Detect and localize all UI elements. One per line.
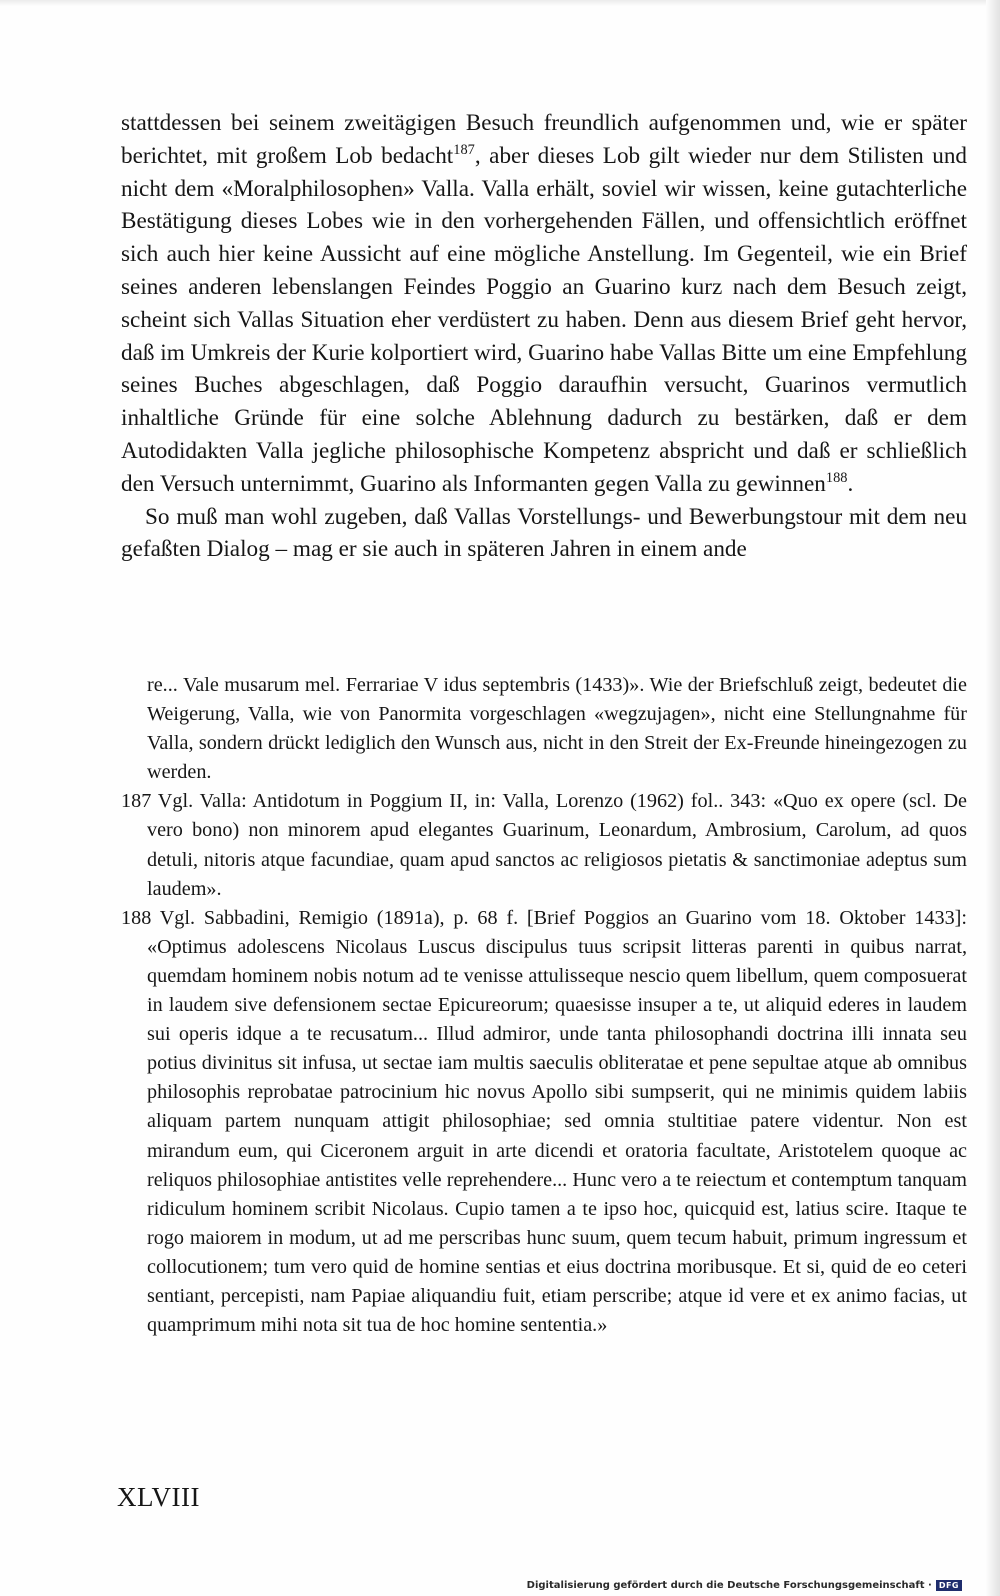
page-edge-top (0, 0, 1000, 6)
footnote-ref-188[interactable]: 188 (825, 469, 848, 486)
body-text-segment: , aber dieses Lob gilt wieder nur dem Stilisten und nicht dem «Moralphilosophen» Valla. Valla erhält, soviel wir wissen, keine gutachterliche Bestätigung dieses Lobes wie in den vorhergehenden Fällen, und offensichtlich eröffnet sich auch hier keine Aussicht auf eine mögliche Anstellung. Im Gegenteil, wie ein Brief seines anderen lebenslangen Feindes Poggio an Guarino kurz nach dem Besuch zeigt, scheint sich Vallas Situation eher verdüstert zu haben. Denn aus diesem Brief geht hervor, daß im Umkreis der Kurie kolportiert wird, Guarino habe Vallas Bitte um eine Empfehlung seines Buches abgeschlagen, daß Poggio daraufhin versucht, Guarinos vermutlich inhaltliche Gründe für eine solche Ablehnung dadurch zu bestärken, daß er dem Autodidakten Valla jegliche philosophische Kompetenz abspricht und daß er schließlich den Versuch unternimmt, Guarino als Informanten gegen Valla zu gewinnen (121, 142, 968, 497)
footnote-188: 188 Vgl. Sabbadini, Remigio (1891a), p. 68 f. [Brief Poggios an Guarino vom 18. Oktober 1433]: «Optimus adolescens Nicolaus Luscus discipulus tuus scripsit litteras parenti in quibus narrat, quemdam hominem nobis notum ad te venisse attulisseque nescio quem libellum, quem composuerat in laudem sive defensionem sectae Epicureorum; quaesisse insuper a te, ut aliquid ederes in laudem sui operis idque a te recusatum... Illud admiror, unde tanta philosophandi doctrina illi innata seu potius divinitus sit infusa, ut sectae iam multis saeculis obliteratae et pene sepultae atque ab omnibus philosophis reprobatae patrocinium hic novus Apollo sibi sumpserit, qui ne minimis quidem labiis aliquam partem nunquam attigit philosophiae; sed omnia stultitiae patere videntur. Non est mirandum eum, qui Ciceronem arguit in arte dicendi et oratoria facultate, Aristotelem quoque ac reliquos philosophiae antistites velle reprehendere... Hunc vero a te reiectum et contemptum tanquam ridiculum hominem scribit Nicolaus. Cupio tamen a te ipso hoc, quicquid est, latius scire. Itaque te rogo maiorem in modum, ut ad me perscribas hunc suum, quem tecum habuit, primum ingressum et collocutionem; tum vero quid de homine sentias et eius doctrina moribusque. Et si, quid de eo ceteri sentiant, percepisti, nam Papiae aliquandiu fuit, etiam perscribe; atque id vere et ex animo facias, ut quamprimum mihi nota sit tua de hoc homine sententia.» (121, 906, 967, 1337)
page-number: XLVIII (117, 1482, 200, 1512)
footnote-187: 187 Vgl. Valla: Antidotum in Poggium II, in: Valla, Lorenzo (1962) fol.. 343: «Quo ex opere (scl. De vero bono) non minorem apud elegantes Guarinum, Leonardum, Ambrosium, Carolum, ad quos detuli, nitoris atque facundiae, quam apud sanctos ac religiosos pietatis & sanctimoniae adeptus sum laudem». (121, 790, 967, 900)
footnote-continuation: re... Vale musarum mel. Ferrariae V idus septembris (1433)». Wie der Briefschluß zeigt, bedeutet die Weigerung, Valla, wie von Panormita vorgeschlagen «wegzujagen», nicht eine Stellungnahme für Valla, sondern drückt lediglich den Wunsch aus, nicht in den Streit der Ex-Freunde hineingezogen zu werden. (147, 674, 967, 784)
page-edge-right (986, 0, 1000, 1596)
footnote-ref-187[interactable]: 187 (453, 141, 475, 158)
footnotes (121, 671, 967, 1340)
body-paragraph-2: So muß man wohl zugeben, daß Vallas Vorstellungs- und Bewerbungstour mit dem neu gefaßten Dialog – mag er sie auch in späteren Jahren in einem ande (121, 503, 967, 563)
body-text-segment: stattdessen bei seinem zweitägigen Besuch freundlich aufgenommen und, wie er später berichtet, mit großem Lob bedacht (121, 110, 967, 169)
main-text (121, 107, 967, 566)
credit-text: Digitalisierung gefördert durch die Deutsche Forschungsgemeinschaft · (526, 1580, 932, 1591)
digitization-credit (527, 1580, 962, 1591)
body-paragraph-1 (121, 107, 967, 501)
body-text-segment: . (847, 470, 854, 497)
dfg-logo: DFG (936, 1580, 962, 1591)
